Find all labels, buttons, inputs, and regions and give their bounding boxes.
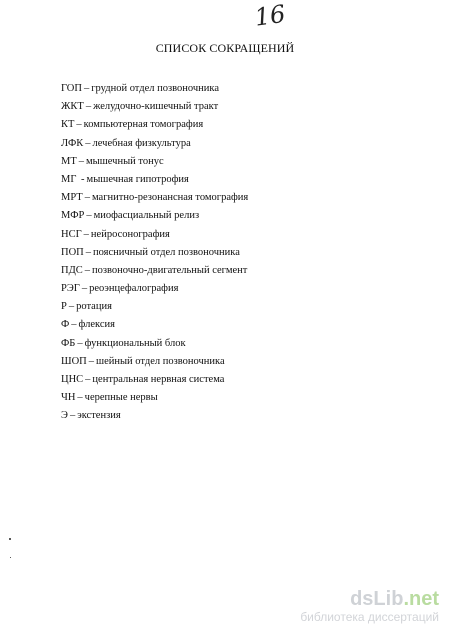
abbreviation-row (61, 116, 248, 134)
abbreviation-separator: – (85, 137, 91, 149)
abbreviation-row (61, 280, 248, 298)
abbreviation-row (61, 189, 248, 207)
abbreviation-term: МФР (61, 210, 85, 222)
abbreviation-meaning: экстензия (77, 410, 121, 422)
abbreviation-term: ЦНС (61, 374, 84, 385)
abbreviation-row (61, 335, 248, 353)
abbreviation-term: ЛФК (61, 137, 84, 149)
abbreviation-separator: - (78, 173, 85, 185)
abbreviation-term: МГ (61, 173, 77, 185)
abbreviation-separator: – (88, 355, 95, 367)
watermark-brand (300, 588, 439, 610)
abbreviation-meaning: миофасциальный релиз (93, 210, 200, 222)
abbreviation-term: ЧН (61, 392, 76, 404)
scan-speck (9, 538, 11, 540)
watermark-brand-main: dsLib (350, 588, 404, 610)
abbreviation-term: Э (61, 410, 68, 422)
abbreviation-separator: – (83, 228, 89, 240)
abbreviation-row (61, 135, 248, 153)
abbreviation-term: Р (61, 301, 67, 313)
abbreviation-term: ШОП (61, 355, 87, 367)
abbreviation-separator: – (84, 264, 90, 276)
abbreviation-term: МРТ (61, 192, 83, 204)
abbreviation-meaning: нейросонография (90, 228, 170, 240)
abbreviation-row (61, 262, 248, 280)
abbreviation-separator: – (85, 246, 91, 258)
abbreviation-meaning: грудной отдел позвоночника (91, 83, 219, 94)
abbreviation-term: МТ (61, 155, 77, 167)
abbreviation-separator: – (78, 155, 84, 167)
abbreviation-meaning: поясничный отдел позвоночника (93, 246, 240, 258)
page-title: СПИСОК СОКРАЩЕНИЙ (155, 41, 295, 55)
abbreviation-row (61, 153, 248, 171)
abbreviation-meaning: магнитно-резонансная томография (91, 192, 249, 204)
abbreviation-row (61, 207, 248, 225)
abbreviation-meaning: черепные нервы (84, 392, 158, 404)
abbreviation-term: ЖКТ (61, 101, 84, 113)
abbreviation-separator: – (76, 119, 82, 131)
abbreviation-row (61, 316, 248, 334)
abbreviation-meaning: мышечный тонус (86, 155, 164, 167)
abbreviation-row (61, 371, 248, 389)
abbreviation-separator: – (83, 83, 90, 94)
abbreviation-meaning: шейный отдел позвоночника (96, 355, 225, 367)
abbreviation-meaning: позвоночно-двигательный сегмент (92, 264, 248, 276)
abbreviation-list (61, 80, 248, 426)
watermark (300, 588, 439, 624)
abbreviation-separator: – (77, 337, 83, 349)
watermark-tagline: библиотека диссертаций (300, 610, 439, 624)
abbreviation-term: КТ (61, 119, 75, 131)
abbreviation-term: РЭГ (61, 283, 80, 295)
watermark-brand-tld: .net (403, 588, 439, 610)
abbreviation-row (61, 80, 248, 98)
abbreviation-separator: – (71, 319, 77, 331)
abbreviation-row (61, 298, 248, 316)
abbreviation-term: ПОП (61, 246, 84, 258)
abbreviation-separator: – (69, 410, 76, 422)
abbreviation-row (61, 244, 248, 262)
abbreviation-meaning: мышечная гипотрофия (86, 173, 189, 185)
abbreviation-meaning: реоэнцефалография (89, 283, 179, 295)
abbreviation-separator: – (81, 283, 88, 295)
abbreviation-meaning: компьютерная томография (83, 119, 204, 131)
abbreviation-meaning: функциональный блок (84, 337, 186, 349)
abbreviation-row (61, 226, 248, 244)
abbreviation-separator: – (85, 101, 92, 113)
abbreviation-meaning: центральная нервная система (92, 374, 225, 385)
abbreviation-separator: – (85, 374, 91, 385)
abbreviation-separator: – (68, 301, 75, 313)
abbreviation-meaning: желудочно-кишечный тракт (93, 101, 219, 113)
abbreviation-row (61, 98, 248, 116)
abbreviation-term: Ф (61, 319, 70, 331)
abbreviation-meaning: ротация (76, 301, 112, 313)
abbreviation-row (61, 171, 248, 189)
abbreviation-term: ГОП (61, 83, 82, 94)
abbreviation-separator: – (77, 392, 83, 404)
abbreviation-row (61, 407, 248, 425)
abbreviation-separator: – (86, 210, 92, 222)
abbreviation-meaning: лечебная физкультура (92, 137, 191, 149)
abbreviation-row (61, 389, 248, 407)
handwritten-page-number: 16 (253, 0, 288, 32)
abbreviation-separator: – (84, 192, 90, 204)
abbreviation-term: НСГ (61, 228, 82, 240)
scan-speck (10, 557, 11, 558)
abbreviation-meaning: флексия (78, 319, 115, 331)
abbreviation-term: ПДС (61, 264, 83, 276)
abbreviation-row (61, 353, 248, 371)
abbreviation-term: ФБ (61, 337, 76, 349)
